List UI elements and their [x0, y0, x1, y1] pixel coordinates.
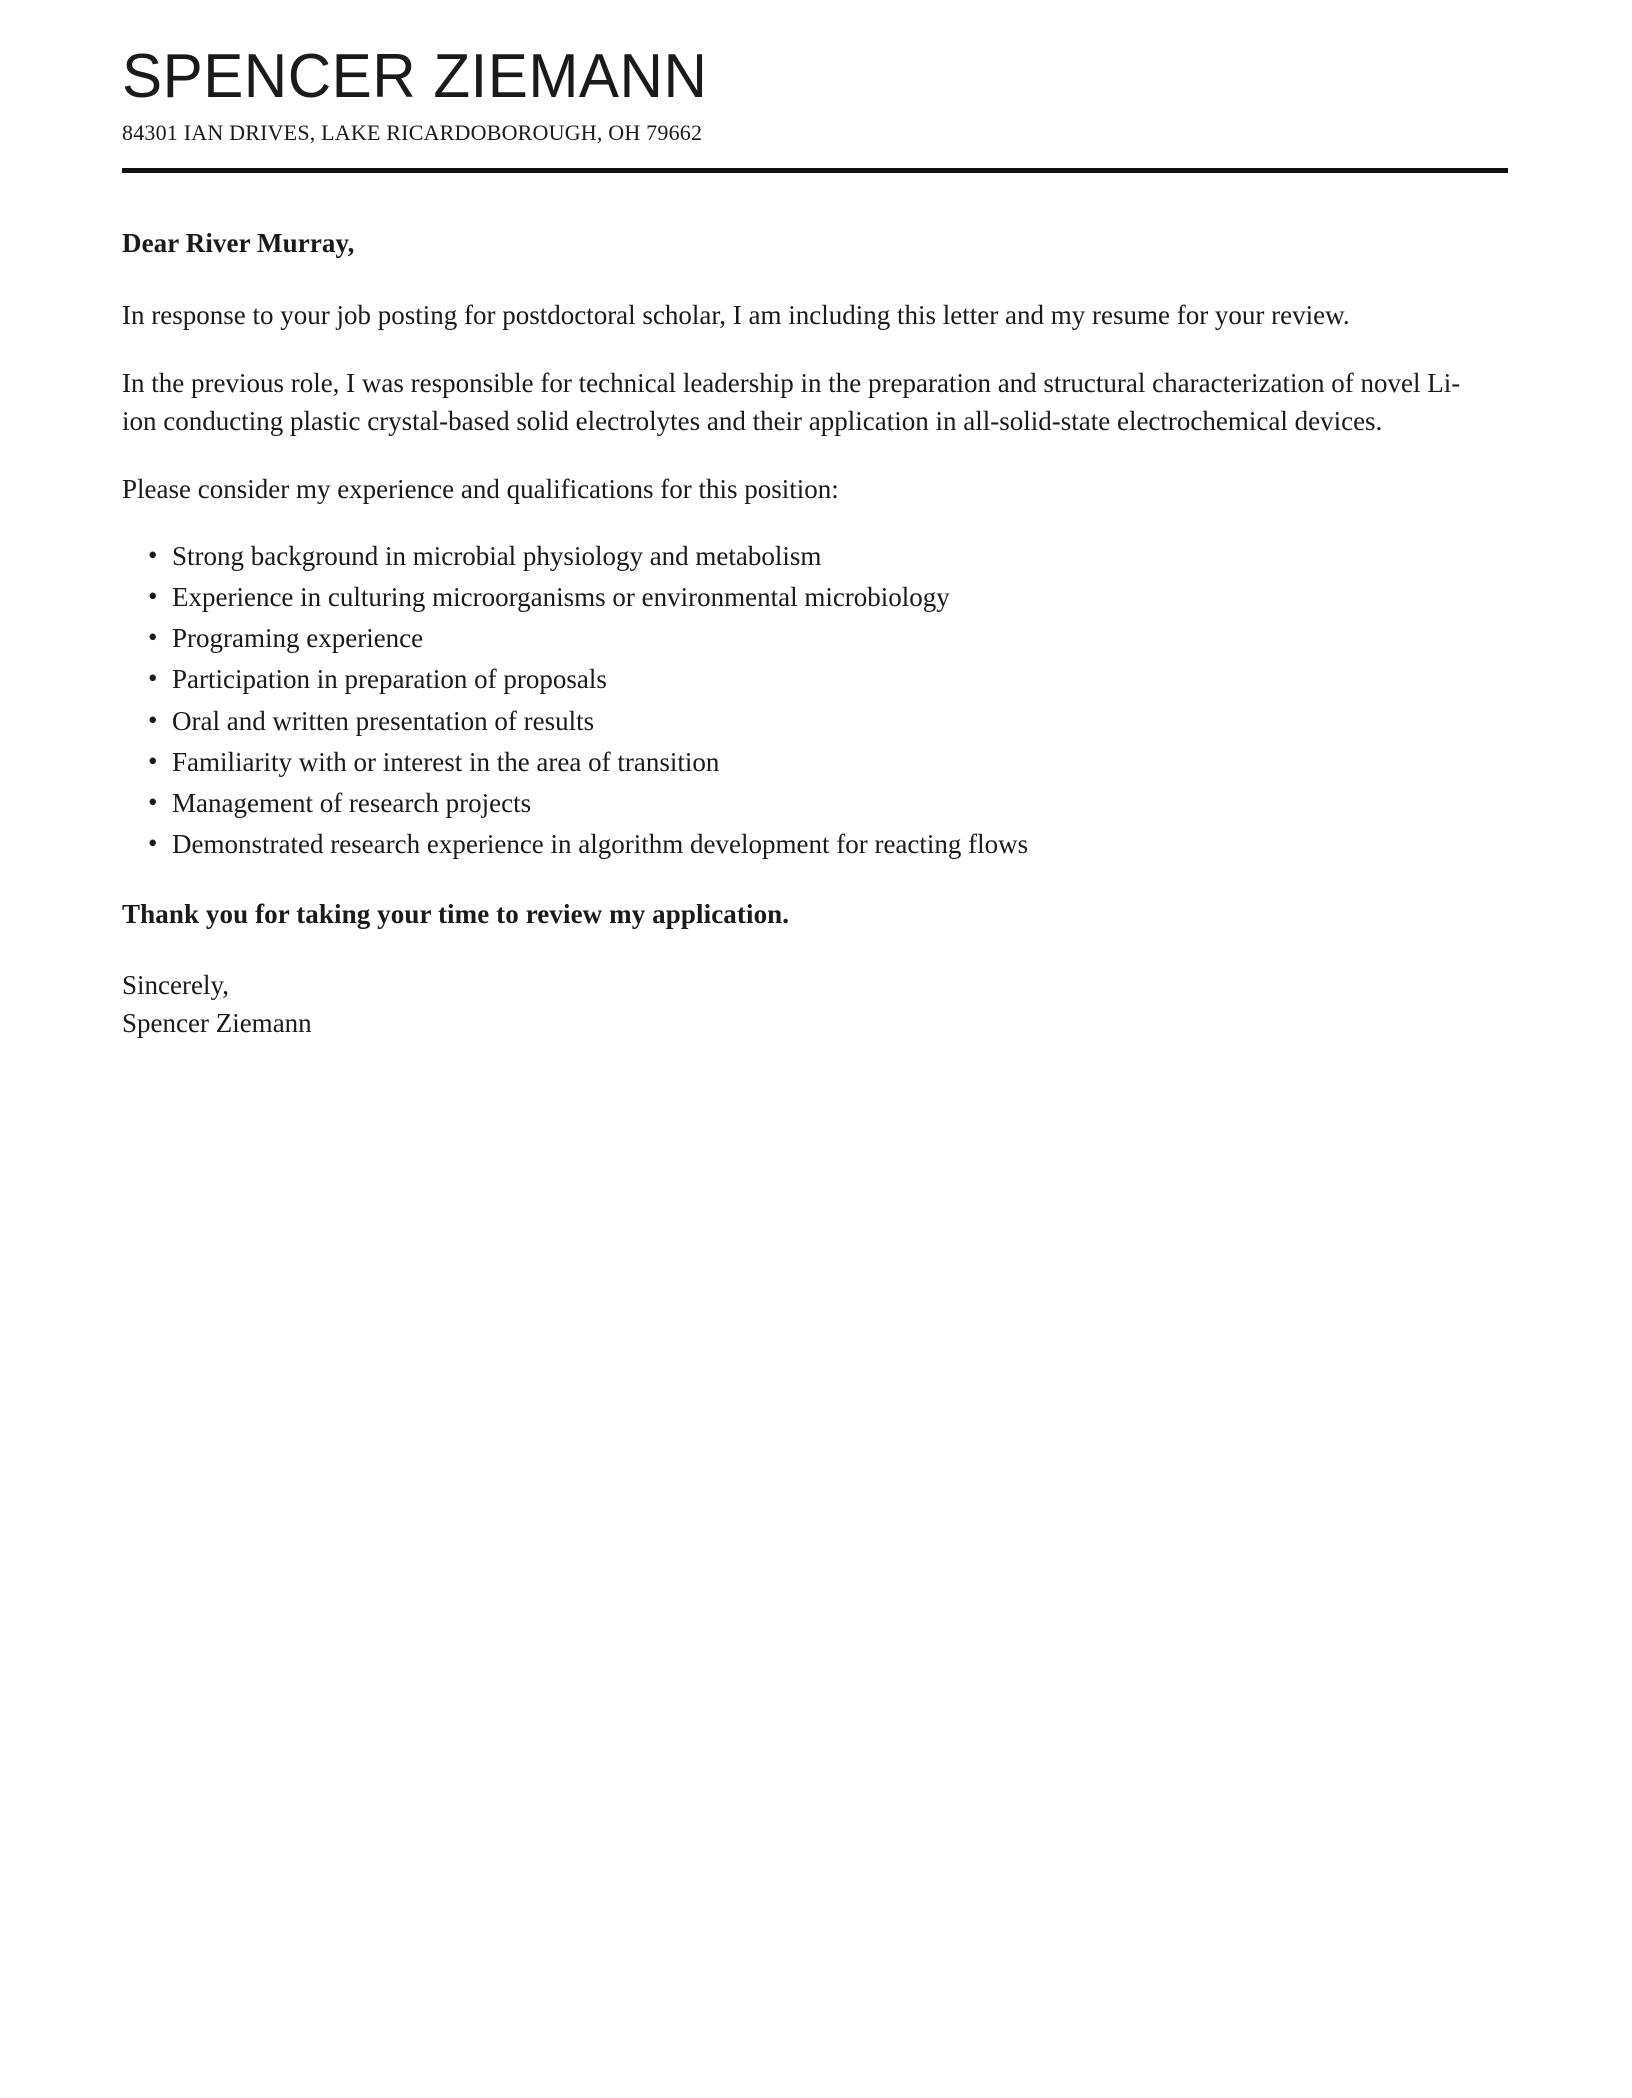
letter-content [122, 0, 1508, 1042]
body-paragraph-intro: In response to your job posting for postdoctoral scholar, I am including this letter and my resume for your review. [122, 299, 1350, 330]
list-item: • Programing experience [122, 620, 1508, 656]
list-item: • Experience in culturing microorganisms or environmental microbiology [122, 579, 1508, 615]
signoff-salutation: Sincerely, [122, 969, 229, 1000]
qualifications-list [122, 538, 1508, 862]
list-item: • Strong background in microbial physiology and metabolism [122, 538, 1508, 574]
body-paragraph-qualifications-lead: Please consider my experience and qualifications for this position: [122, 473, 839, 504]
applicant-address: 84301 IAN DRIVES, LAKE RICARDOBOROUGH, OH 79662 [122, 120, 703, 145]
letter-body [122, 225, 1508, 1042]
signoff-block [122, 966, 1508, 1043]
letter-header [122, 0, 1508, 173]
list-item: • Demonstrated research experience in algorithm development for reacting flows [122, 826, 1508, 862]
closing-thanks: Thank you for taking your time to review my application. [122, 899, 790, 930]
list-item: • Familiarity with or interest in the area of transition [122, 744, 1508, 780]
list-item: • Oral and written presentation of results [122, 703, 1508, 739]
body-paragraph-experience: In the previous role, I was responsible for technical leadership in the preparation and structural characterization of novel Li-ion conducting plastic crystal-based solid electrolytes and their application in all-solid-state electrochemical devices. [122, 367, 1461, 436]
header-divider-rule [122, 168, 1508, 173]
signature-name: Spencer Ziemann [122, 1007, 312, 1038]
salutation: Dear River Murray, [122, 228, 355, 259]
list-item: • Management of research projects [122, 785, 1508, 821]
list-item: • Participation in preparation of proposals [122, 661, 1508, 697]
applicant-name-heading: SPENCER ZIEMANN [122, 42, 708, 111]
